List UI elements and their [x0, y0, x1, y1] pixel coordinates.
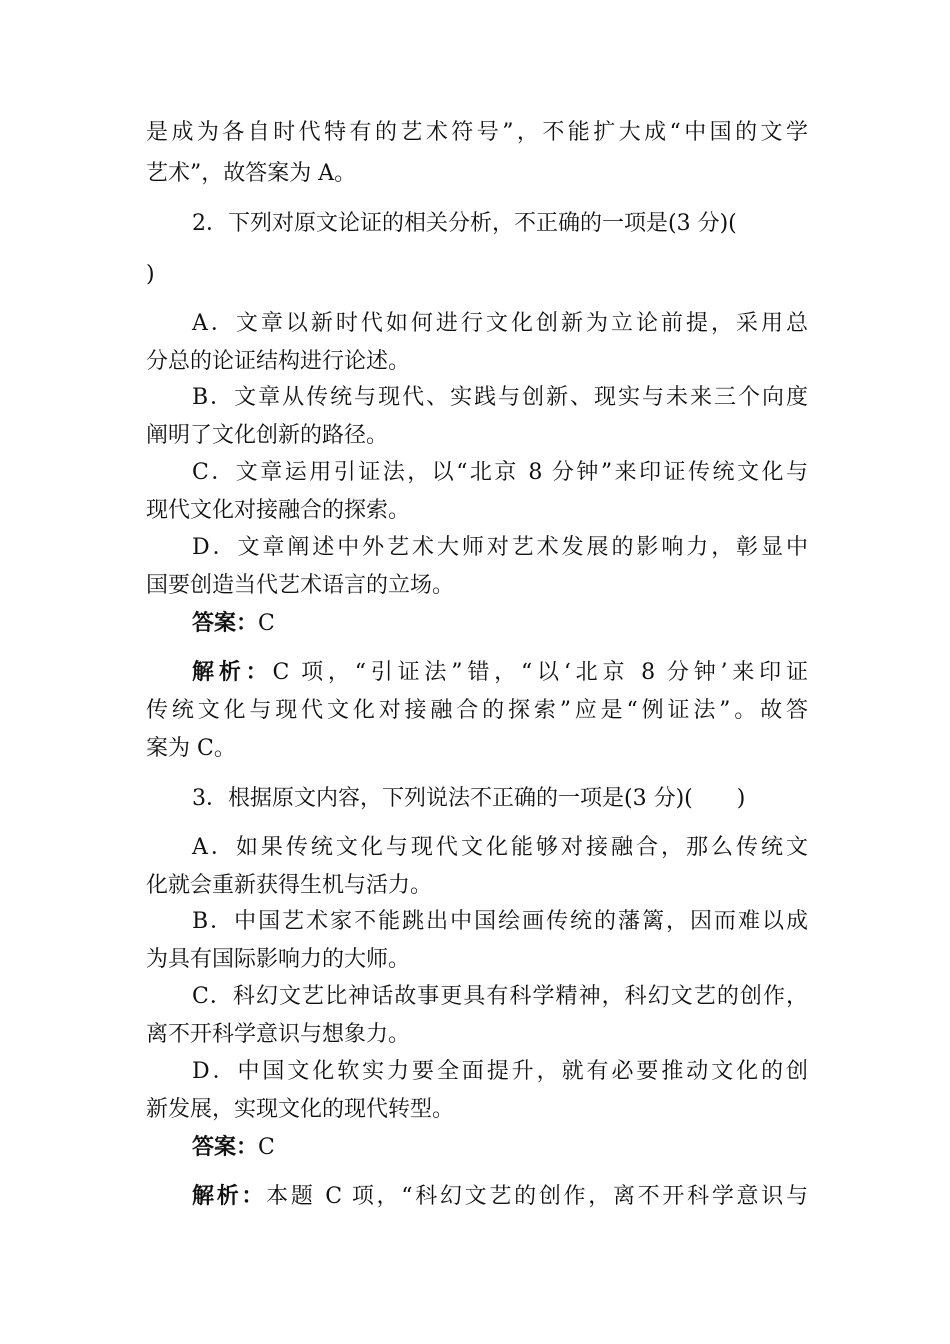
q3-option-d-cont: 新发展，实现文化的现代转型。 — [146, 1097, 455, 1122]
q2-option-d-cont: 国要创造当代艺术语言的立场。 — [146, 573, 455, 598]
q2-analysis-label: 解析： — [192, 659, 273, 685]
q2-option-a-cont: 分总的论证结构进行论述。 — [146, 349, 411, 374]
q3-option-c: C．科幻文艺比神话故事更具有科学精神，科幻文艺的创作， — [192, 984, 808, 1009]
prev-analysis-line-1: 是成为各自时代特有的艺术符号”，不能扩大成“中国的文学 — [146, 120, 808, 145]
q3-option-b-cont: 为具有国际影响力的大师。 — [146, 947, 411, 972]
q2-analysis-cont-1: 传统文化与现代文化对接融合的探索”应是“例证法”。故答 — [146, 698, 808, 723]
q3-option-a-cont: 化就会重新获得生机与活力。 — [146, 873, 433, 898]
q3-answer-label: 答案： — [192, 1134, 259, 1160]
q3-stem: 3．根据原文内容，下列说法不正确的一项是(3 分)( ) — [192, 786, 746, 811]
q3-option-c-cont: 离不开科学意识与想象力。 — [146, 1022, 411, 1047]
q3-answer-value: C — [258, 1135, 275, 1160]
q3-answer — [192, 1132, 275, 1163]
q2-option-c: C．文章运用引证法，以“北京 8 分钟”来印证传统文化与 — [192, 460, 808, 485]
q3-option-d: D．中国文化软实力要全面提升，就有必要推动文化的创 — [192, 1059, 808, 1084]
q3-analysis-label: 解析： — [192, 1183, 267, 1209]
q3-option-b: B．中国艺术家不能跳出中国绘画传统的藩篱，因而难以成 — [192, 909, 808, 934]
q2-answer — [192, 608, 275, 639]
prev-analysis-line-2: 艺术”，故答案为 A。 — [146, 161, 357, 186]
q2-analysis — [192, 657, 808, 688]
q3-analysis — [192, 1181, 808, 1212]
q3-option-a: A．如果传统文化与现代文化能够对接融合，那么传统文 — [192, 835, 808, 860]
q2-option-b-cont: 阐明了文化创新的路径。 — [146, 423, 389, 448]
q2-option-b: B．文章从传统与现代、实践与创新、现实与未来三个向度 — [192, 385, 808, 410]
q2-stem: 2．下列对原文论证的相关分析，不正确的一项是(3 分)( — [192, 211, 737, 236]
q2-option-c-cont: 现代文化对接融合的探索。 — [146, 498, 411, 523]
q2-option-d: D．文章阐述中外艺术大师对艺术发展的影响力，彰显中 — [192, 535, 808, 560]
q2-analysis-cont-2: 案为 C。 — [146, 736, 236, 761]
q2-answer-label: 答案： — [192, 610, 259, 636]
q3-analysis-text: 本题 C 项，“科幻文艺的创作，离不开科学意识与 — [266, 1184, 808, 1209]
q2-answer-value: C — [258, 611, 275, 636]
q2-stem-paren: ) — [146, 262, 155, 287]
q2-option-a: A．文章以新时代如何进行文化创新为立论前提，采用总 — [192, 311, 808, 336]
q2-analysis-text: C 项，“引证法”错，“以‘北京 8 分钟’来印证 — [272, 660, 808, 685]
